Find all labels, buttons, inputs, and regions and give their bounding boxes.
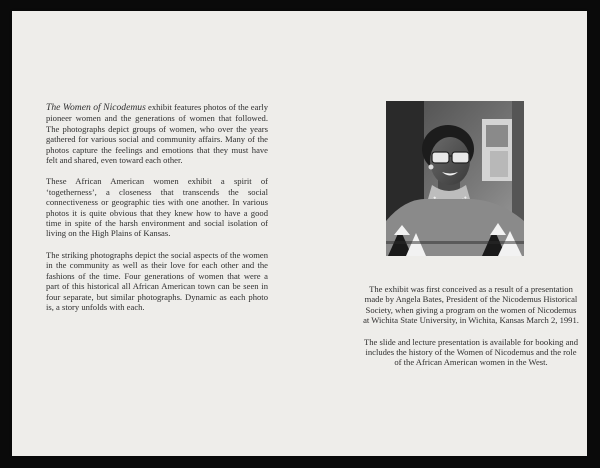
exhibit-title: The Women of Nicodemus <box>46 102 146 113</box>
portrait-photo <box>386 101 524 256</box>
right-text-column <box>363 284 579 379</box>
brochure-page <box>12 11 587 456</box>
photographs-paragraph: The striking photographs depict the social aspects of the women in the community as well as their love for each other and the fashions of the time. Four generations of women that were a part of this historical all African American town can be seen in four separate, but similar photographs. Dynamic as each photo is, a story unfolds with each. <box>46 249 268 312</box>
booking-paragraph: The slide and lecture presentation is available for booking and includes the history of the Women of Nicodemus and the role of the African American women in the West. <box>363 336 579 368</box>
exhibit-origin-paragraph: The exhibit was first conceived as a result of a presentation made by Angela Bates, President of the Nicodemus Historical Society, when giving a program on the women of Nicodemus at Wichita State University, in Wichita, Kansas March 2, 1991. <box>363 284 579 326</box>
togetherness-paragraph: These African American women exhibit a spirit of ‘togetherness’, a closeness that transcends the social connectiveness or geographic ties with one another. In various photos it is quite obvious that they knew how to have a good time in spite of the harsh environment and social isolation of living on the High Plains of Kansas. <box>46 176 268 239</box>
intro-paragraph <box>46 102 268 165</box>
intro-paragraph-text: exhibit features photos of the early pioneer women and the generations of women that followed. The photographs depict groups of women, who over the years gathered for various social and community affairs. Many of the photos capture the feelings and emotions that they must have felt and shared, even toward each other. <box>46 102 268 166</box>
left-text-column <box>46 102 268 323</box>
